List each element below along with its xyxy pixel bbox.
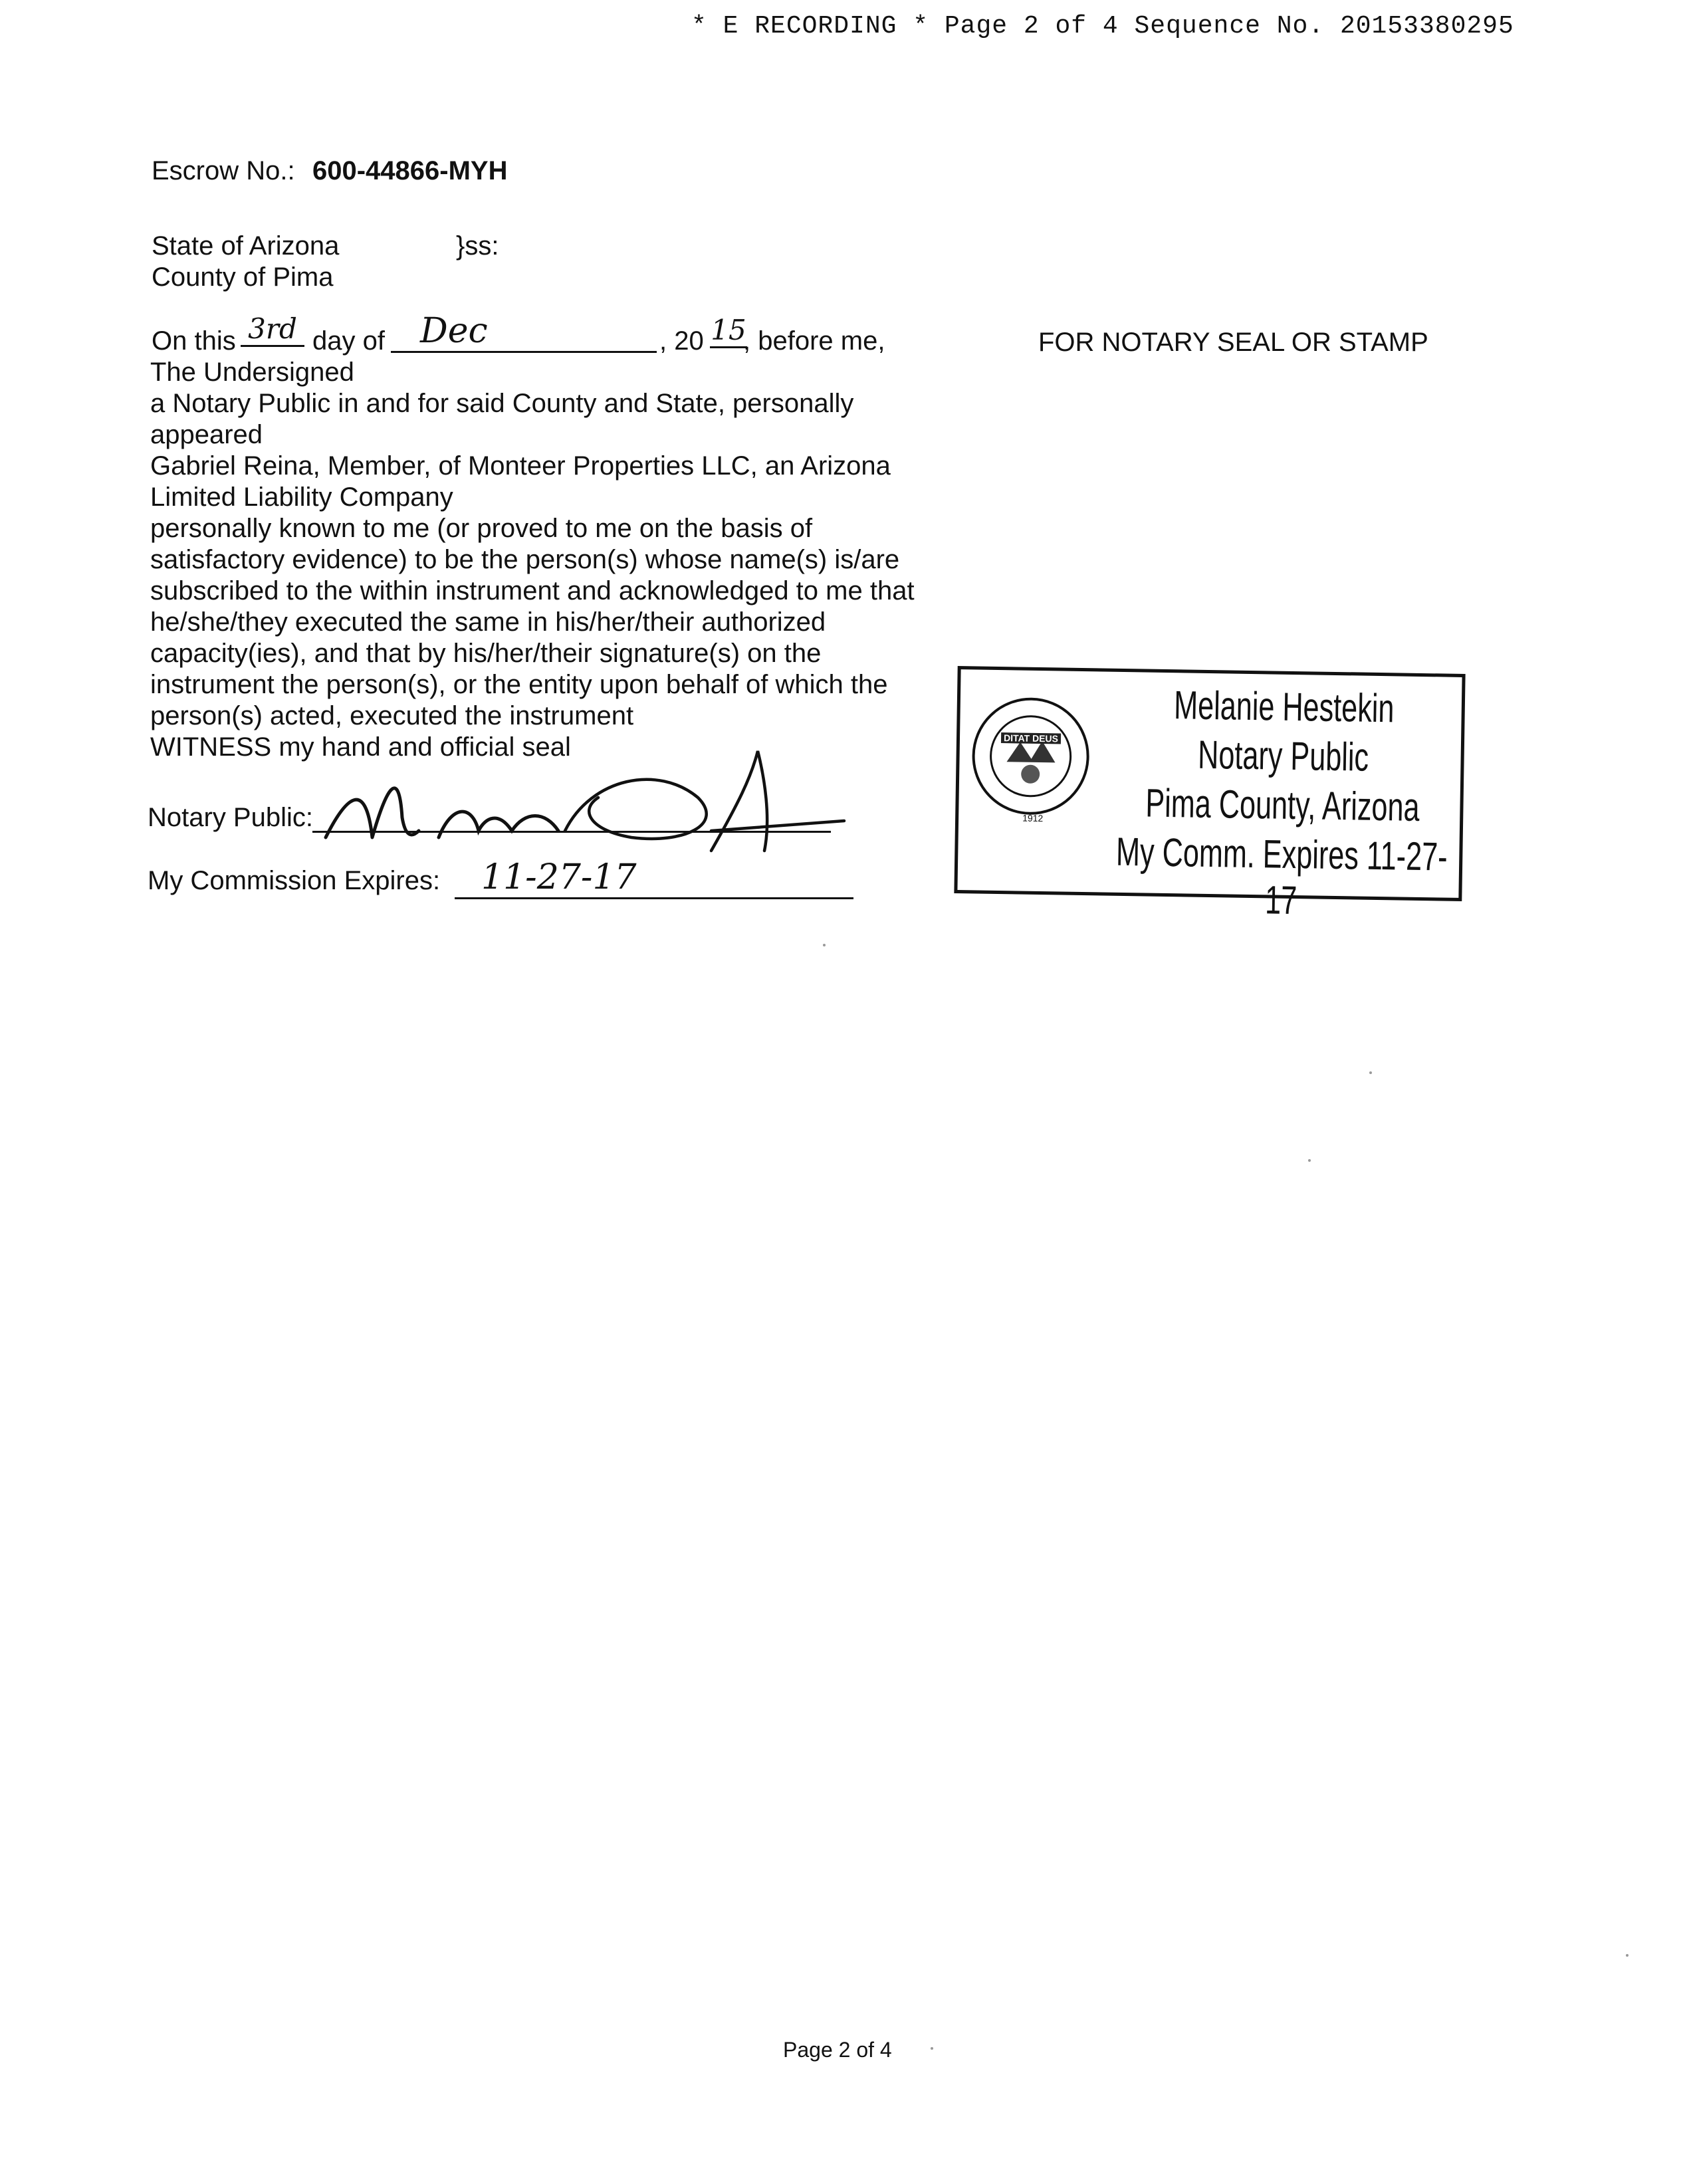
venue-ss: }ss: — [456, 231, 499, 261]
notary-public-label: Notary Public: — [148, 803, 313, 832]
ack-year-prefix: , 20 — [659, 326, 704, 356]
commission-value: 11-27-17 — [455, 857, 853, 899]
page-footer: Page 2 of 4 — [783, 2038, 892, 2062]
ack-line: satisfactory evidence) to be the person(s) whose name(s) is/are — [150, 545, 900, 574]
seal-motto: DITAT DEUS — [1001, 732, 1061, 744]
scan-speck — [1369, 1071, 1372, 1074]
ack-line: subscribed to the within instrument and acknowledged to me that — [150, 576, 915, 605]
escrow-label: Escrow No.: — [152, 156, 295, 185]
ack-body — [150, 357, 915, 763]
ack-line: capacity(ies), and that by his/her/their signature(s) on the — [150, 639, 822, 668]
ack-day-value: 3rd — [241, 312, 304, 347]
ack-month-value: Dec — [391, 311, 657, 353]
venue-county: County of Pima — [152, 263, 334, 292]
seal-area-label: FOR NOTARY SEAL OR STAMP — [1038, 328, 1428, 357]
scan-speck — [1626, 1954, 1629, 1957]
great-seal-icon — [969, 695, 1092, 818]
ack-line: appeared — [150, 420, 263, 449]
ack-line: Limited Liability Company — [150, 483, 453, 512]
scan-speck — [931, 2047, 933, 2050]
ack-day-of: day of — [312, 326, 385, 356]
stamp-title: Notary Public — [1197, 732, 1369, 780]
stamp-county: Pima County, Arizona — [1145, 780, 1420, 829]
venue-state: State of Arizona — [152, 231, 340, 261]
ack-on-this: On this — [152, 326, 236, 356]
escrow-number: 600-44866-MYH — [312, 156, 508, 185]
ack-line: Gabriel Reina, Member, of Monteer Properties LLC, an Arizona — [150, 451, 891, 481]
commission-label: My Commission Expires: — [148, 866, 441, 895]
ack-line: he/she/they executed the same in his/her/their authorized — [150, 607, 826, 637]
ack-line: WITNESS my hand and official seal — [150, 732, 571, 762]
ack-line: person(s) acted, executed the instrument — [150, 701, 634, 730]
stamp-name: Melanie Hestekin — [1173, 683, 1395, 731]
ack-line: The Undersigned — [150, 358, 354, 387]
ack-line: instrument the person(s), or the entity upon behalf of which the — [150, 670, 888, 699]
seal-year: 1912 — [1022, 812, 1044, 824]
scan-speck — [1308, 1159, 1311, 1162]
stamp-expires: My Comm. Expires 11-27-17 — [1115, 829, 1448, 923]
ack-year-value: 15 — [710, 314, 747, 348]
scan-speck — [823, 944, 826, 946]
notary-signature — [286, 738, 857, 864]
ack-before-me: , before me, — [743, 326, 885, 356]
recording-header: * E RECORDING * Page 2 of 4 Sequence No. 20153380295 — [691, 12, 1514, 41]
ack-line: personally known to me (or proved to me on the basis of — [150, 514, 813, 543]
notary-stamp — [954, 666, 1465, 923]
ack-line: a Notary Public in and for said County and State, personally — [150, 389, 854, 418]
